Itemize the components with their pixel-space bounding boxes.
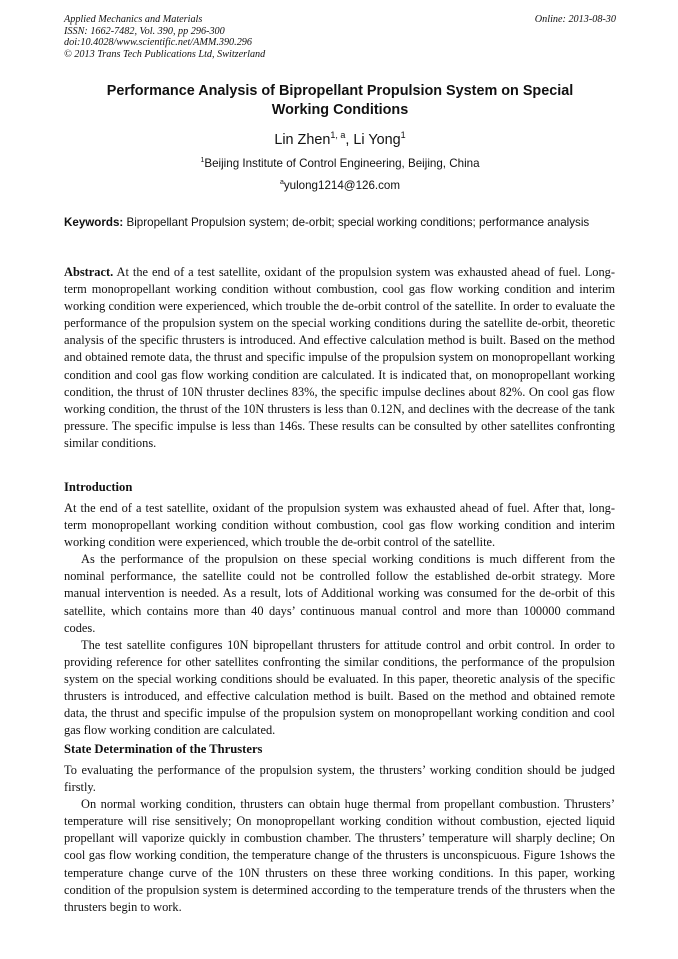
author-2-affil-mark: 1 (400, 130, 406, 140)
title-line-2: Working Conditions (271, 102, 409, 118)
state-paragraph: To evaluating the performance of the propulsion system, the thrusters’ working condition should be judged firstly. (64, 763, 615, 795)
keywords-text: Bipropellant Propulsion system; de-orbit; special working conditions; performance analysis (123, 216, 590, 229)
paper-title (64, 82, 616, 120)
introduction-body (64, 500, 615, 739)
copyright-line: © 2013 Trans Tech Publications Ltd, Switzerland (64, 48, 266, 60)
abstract-label: Abstract. (64, 265, 114, 279)
affiliation-text: Beijing Institute of Control Engineering, Beijing, China (204, 157, 480, 170)
intro-paragraph: The test satellite configures 10N bipropellant thrusters for attitude control and orbit control. In order to providing reference for other satellites confronting the similar conditions, the performance of the propulsion system on the special working conditions should be evaluated. In this paper, theoretic analysis of the specific thrusters is introduced, and effective calculation method is built. Based on the method and obtained remote data, the thrust and specific impulse of the propulsion system on monopropellant working condition and cool gas flow working condition are calculated. (64, 637, 615, 738)
author-list (64, 131, 616, 149)
state-determination-body (64, 762, 615, 916)
author-separator: , (345, 132, 354, 148)
author-1-affil-mark: 1, a (330, 130, 346, 140)
introduction-heading: Introduction (64, 480, 133, 494)
intro-paragraph: As the performance of the propulsion on these special working conditions is much different from the nominal performance, the satellite could not be controlled follow the established de-orbit strategy. More manual intervention is needed. As a result, lots of Additional working was consumed for the de-orbit of this satellite, which contains more than 40 days’ continuous manual control and more than 100000 command codes. (64, 552, 615, 635)
keywords-block (64, 215, 615, 231)
abstract-block (64, 264, 615, 452)
journal-name: Applied Mechanics and Materials (64, 14, 203, 25)
title-line-1: Performance Analysis of Bipropellant Propulsion System on Special (106, 83, 574, 99)
state-paragraph: On normal working condition, thrusters can obtain huge thermal from propellant combustion. Thrusters’ temperature will rise sensitively; On monopropellant working condition without combustion, ejected liquid propellant will vaporize quickly in combustion chamber. The thrusters’ temperature will sharply decline; On cool gas flow working condition, the temperature change of the thrusters is unconspicuous. Figure 1shows the temperature change curve of the 10N thrusters on these three working conditions. In this paper, working condition of the propulsion system is determined according to the temperature trends of the thrusters when the thrusters begin to work. (64, 797, 615, 914)
abstract-paragraph (64, 264, 615, 452)
email-mark: a (279, 179, 284, 186)
journal-header (64, 14, 616, 60)
state-determination-heading: State Determination of the Thrusters (64, 742, 263, 756)
author-1: Lin Zhen (274, 132, 331, 148)
affiliation (64, 157, 616, 171)
doi-line: doi:10.4028/www.scientific.net/AMM.390.296 (64, 37, 252, 49)
abstract-text: At the end of a test satellite, oxidant of the propulsion system was exhausted ahead of fuel. Long-term monopropellant working condition without combustion, cool gas flow working condition and interim working condition were experienced, which trouble the de-orbit control of the satellite. In order to evaluate the performance of the propulsion system on the special working conditions during the satellite de-orbit, theoretic analysis of the specific thrusters is introduced. And effective calculation method is built. Based on the method and obtained remote data, the thrust and specific impulse of the propulsion system on monopropellant working condition and cool gas flow working condition are calculated. It is indicated that, on monopropellant working condition, the thrust of 10N thruster declines 83%, the specific impulse declines about 82%. On cool gas flow working condition, the thrust of the 10N thrusters is less than 0.12N, and declines with the decrease of the tank pressure. The specific impulse is less than 146s. These results can be consulted by other satellites confronting similar conditions. (64, 265, 615, 450)
online-date: Online: 2013-08-30 (534, 14, 616, 25)
keywords-label: Keywords: (64, 216, 124, 229)
contact-email (64, 179, 616, 193)
intro-paragraph: At the end of a test satellite, oxidant of the propulsion system was exhausted ahead of fuel. After that, long-term monopropellant working condition without combustion, cool gas flow working condition and interim working condition were experienced, which trouble the de-orbit control of the satellite. (64, 501, 615, 550)
author-2: Li Yong (353, 132, 401, 148)
email-text: yulong1214@126.com (283, 179, 401, 192)
affiliation-mark: 1 (200, 157, 205, 164)
issn-line: ISSN: 1662-7482, Vol. 390, pp 296-300 (64, 25, 225, 37)
